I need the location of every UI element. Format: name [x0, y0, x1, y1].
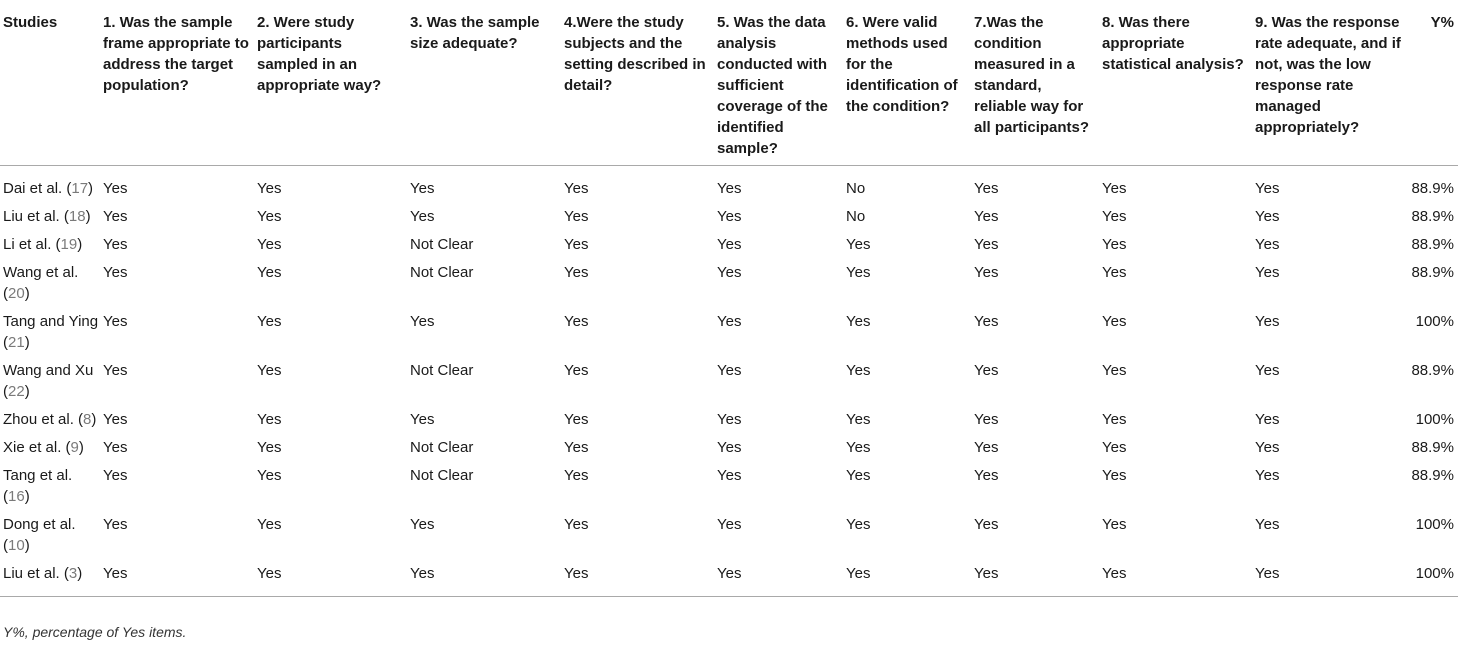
- reference-link[interactable]: 9: [70, 439, 79, 456]
- answer-cell-q3: Not Clear: [410, 362, 474, 379]
- table-row: [0, 462, 1458, 511]
- study-cell: [0, 511, 103, 560]
- answer-cell-q4: Yes: [564, 236, 589, 253]
- reference-link[interactable]: 16: [8, 488, 25, 505]
- answer-cell-q4: Yes: [564, 565, 589, 582]
- reference-link[interactable]: 21: [8, 334, 25, 351]
- study-name: Liu et al. (: [3, 565, 69, 582]
- answer-cell-q9: Yes: [1255, 516, 1280, 533]
- answer-cell-q2: Yes: [257, 236, 282, 253]
- answer-cell-q4: Yes: [564, 180, 589, 197]
- reference-link[interactable]: 8: [83, 411, 92, 428]
- study-cell: [0, 357, 103, 406]
- study-cell: [0, 308, 103, 357]
- answer-cell-q3: Yes: [410, 313, 435, 330]
- study-name: Wang et al. (: [3, 264, 79, 302]
- answer-cell-q1: Yes: [103, 467, 128, 484]
- answer-cell-q7: Yes: [974, 439, 999, 456]
- study-name: Tang et al. (: [3, 467, 73, 505]
- answer-cell-q6: Yes: [846, 467, 871, 484]
- answer-cell-q1: Yes: [103, 516, 128, 533]
- answer-cell-q8: Yes: [1102, 362, 1127, 379]
- study-cell: [0, 259, 103, 308]
- y-percent-cell: 88.9%: [1411, 208, 1454, 225]
- answer-cell-q3: Yes: [410, 208, 435, 225]
- answer-cell-q5: Yes: [717, 411, 742, 428]
- answer-cell-q1: Yes: [103, 180, 128, 197]
- table-row: [0, 259, 1458, 308]
- answer-cell-q3: Not Clear: [410, 236, 474, 253]
- header-q4: 4.Were the study subjects and the setting described in detail?: [564, 14, 706, 94]
- answer-cell-q7: Yes: [974, 180, 999, 197]
- answer-cell-q7: Yes: [974, 362, 999, 379]
- header-q1: 1. Was the sample frame appropriate to address the target population?: [103, 14, 249, 94]
- answer-cell-q2: Yes: [257, 411, 282, 428]
- reference-close: ): [91, 411, 97, 428]
- answer-cell-q1: Yes: [103, 439, 128, 456]
- answer-cell-q3: Yes: [410, 516, 435, 533]
- study-cell: [0, 434, 103, 462]
- answer-cell-q1: Yes: [103, 411, 128, 428]
- answer-cell-q3: Yes: [410, 411, 435, 428]
- answer-cell-q6: Yes: [846, 236, 871, 253]
- y-percent-cell: 100%: [1415, 516, 1454, 533]
- answer-cell-q2: Yes: [257, 516, 282, 533]
- answer-cell-q9: Yes: [1255, 180, 1280, 197]
- answer-cell-q8: Yes: [1102, 467, 1127, 484]
- answer-cell-q4: Yes: [564, 362, 589, 379]
- answer-cell-q4: Yes: [564, 467, 589, 484]
- answer-cell-q9: Yes: [1255, 313, 1280, 330]
- reference-close: ): [78, 439, 84, 456]
- answer-cell-q1: Yes: [103, 313, 128, 330]
- answer-cell-q1: Yes: [103, 208, 128, 225]
- answer-cell-q6: Yes: [846, 313, 871, 330]
- answer-cell-q9: Yes: [1255, 264, 1280, 281]
- header-y-percent: Y%: [1430, 14, 1454, 31]
- table-row: [0, 406, 1458, 434]
- answer-cell-q2: Yes: [257, 313, 282, 330]
- answer-cell-q5: Yes: [717, 236, 742, 253]
- header-row: [0, 5, 1458, 166]
- answer-cell-q4: Yes: [564, 411, 589, 428]
- reference-link[interactable]: 3: [68, 565, 78, 582]
- answer-cell-q8: Yes: [1102, 439, 1127, 456]
- answer-cell-q5: Yes: [717, 516, 742, 533]
- reference-close: ): [77, 565, 83, 582]
- header-studies: Studies: [3, 14, 58, 31]
- answer-cell-q9: Yes: [1255, 208, 1280, 225]
- answer-cell-q4: Yes: [564, 516, 589, 533]
- study-name: Dong et al. (: [3, 516, 76, 554]
- answer-cell-q9: Yes: [1255, 439, 1280, 456]
- answer-cell-q6: No: [846, 180, 866, 197]
- answer-cell-q3: Not Clear: [410, 264, 474, 281]
- reference-link[interactable]: 22: [8, 383, 25, 400]
- table-row: [0, 231, 1458, 259]
- answer-cell-q8: Yes: [1102, 411, 1127, 428]
- answer-cell-q7: Yes: [974, 516, 999, 533]
- answer-cell-q4: Yes: [564, 439, 589, 456]
- reference-link[interactable]: 17: [71, 180, 89, 197]
- answer-cell-q5: Yes: [717, 362, 742, 379]
- answer-cell-q6: Yes: [846, 516, 871, 533]
- answer-cell-q6: Yes: [846, 565, 871, 582]
- reference-close: ): [24, 537, 30, 554]
- answer-cell-q7: Yes: [974, 565, 999, 582]
- y-percent-cell: 88.9%: [1411, 439, 1454, 456]
- study-name: Xie et al. (: [3, 439, 71, 456]
- reference-link[interactable]: 18: [68, 208, 86, 225]
- study-cell: [0, 166, 103, 204]
- answer-cell-q2: Yes: [257, 180, 282, 197]
- answer-cell-q1: Yes: [103, 236, 128, 253]
- table-row: [0, 357, 1458, 406]
- quality-assessment-table: [0, 4, 1458, 597]
- y-percent-cell: 100%: [1415, 313, 1454, 330]
- header-q8: 8. Was there appropriate statistical analysis?: [1102, 14, 1244, 73]
- y-percent-cell: 100%: [1415, 565, 1454, 582]
- answer-cell-q5: Yes: [717, 565, 742, 582]
- y-percent-cell: 88.9%: [1411, 180, 1454, 197]
- answer-cell-q1: Yes: [103, 362, 128, 379]
- reference-close: ): [85, 208, 91, 225]
- answer-cell-q2: Yes: [257, 439, 282, 456]
- study-cell: [0, 462, 103, 511]
- table-row: [0, 166, 1458, 204]
- answer-cell-q8: Yes: [1102, 180, 1127, 197]
- answer-cell-q3: Not Clear: [410, 467, 474, 484]
- answer-cell-q7: Yes: [974, 411, 999, 428]
- table-row: [0, 434, 1458, 462]
- study-cell: [0, 560, 103, 597]
- table-body: [0, 166, 1458, 597]
- reference-link[interactable]: 10: [8, 537, 25, 554]
- answer-cell-q4: Yes: [564, 313, 589, 330]
- answer-cell-q5: Yes: [717, 439, 742, 456]
- answer-cell-q8: Yes: [1102, 236, 1127, 253]
- header-q2: 2. Were study participants sampled in an appropriate way?: [257, 14, 382, 94]
- answer-cell-q1: Yes: [103, 264, 128, 281]
- answer-cell-q6: Yes: [846, 439, 871, 456]
- study-cell: [0, 406, 103, 434]
- header-q6: 6. Were valid methods used for the identification of the condition?: [846, 14, 958, 115]
- answer-cell-q2: Yes: [257, 565, 282, 582]
- answer-cell-q9: Yes: [1255, 362, 1280, 379]
- reference-close: ): [88, 180, 94, 197]
- study-cell: [0, 203, 103, 231]
- answer-cell-q9: Yes: [1255, 467, 1280, 484]
- answer-cell-q1: Yes: [103, 565, 128, 582]
- table-row: [0, 511, 1458, 560]
- y-percent-cell: 88.9%: [1411, 264, 1454, 281]
- answer-cell-q9: Yes: [1255, 411, 1280, 428]
- table-row: [0, 308, 1458, 357]
- answer-cell-q6: Yes: [846, 264, 871, 281]
- answer-cell-q5: Yes: [717, 467, 742, 484]
- answer-cell-q8: Yes: [1102, 313, 1127, 330]
- reference-link[interactable]: 20: [8, 285, 25, 302]
- answer-cell-q9: Yes: [1255, 236, 1280, 253]
- answer-cell-q8: Yes: [1102, 516, 1127, 533]
- answer-cell-q2: Yes: [257, 467, 282, 484]
- answer-cell-q7: Yes: [974, 264, 999, 281]
- answer-cell-q5: Yes: [717, 208, 742, 225]
- answer-cell-q7: Yes: [974, 313, 999, 330]
- study-name: Liu et al. (: [3, 208, 69, 225]
- answer-cell-q2: Yes: [257, 264, 282, 281]
- table-row: [0, 560, 1458, 597]
- answer-cell-q3: Not Clear: [410, 439, 474, 456]
- study-name: Li et al. (: [3, 236, 61, 253]
- reference-close: ): [77, 236, 83, 253]
- header-q5: 5. Was the data analysis conducted with sufficient coverage of the identified sample?: [717, 14, 828, 157]
- y-percent-cell: 88.9%: [1411, 467, 1454, 484]
- answer-cell-q3: Yes: [410, 565, 435, 582]
- answer-cell-q4: Yes: [564, 264, 589, 281]
- answer-cell-q5: Yes: [717, 313, 742, 330]
- study-name: Tang and Ying (: [3, 313, 99, 351]
- table-footnote: Y%, percentage of Yes items.: [3, 624, 187, 640]
- answer-cell-q8: Yes: [1102, 208, 1127, 225]
- answer-cell-q6: Yes: [846, 362, 871, 379]
- answer-cell-q7: Yes: [974, 208, 999, 225]
- reference-close: ): [24, 488, 30, 505]
- y-percent-cell: 100%: [1415, 411, 1454, 428]
- header-q9: 9. Was the response rate adequate, and if not, was the low response rate managed appropriately?: [1255, 14, 1401, 136]
- answer-cell-q3: Yes: [410, 180, 435, 197]
- answer-cell-q2: Yes: [257, 208, 282, 225]
- reference-close: ): [24, 334, 30, 351]
- answer-cell-q5: Yes: [717, 264, 742, 281]
- answer-cell-q8: Yes: [1102, 565, 1127, 582]
- header-q7: 7.Was the condition measured in a standard, reliable way for all participants?: [974, 14, 1090, 136]
- study-name: Dai et al. (: [3, 180, 72, 197]
- answer-cell-q4: Yes: [564, 208, 589, 225]
- reference-close: ): [24, 383, 30, 400]
- study-name: Wang and Xu (: [3, 362, 94, 400]
- reference-link[interactable]: 19: [60, 236, 78, 253]
- reference-close: ): [24, 285, 30, 302]
- study-name: Zhou et al. (: [3, 411, 84, 428]
- answer-cell-q8: Yes: [1102, 264, 1127, 281]
- answer-cell-q6: No: [846, 208, 866, 225]
- answer-cell-q2: Yes: [257, 362, 282, 379]
- table-row: [0, 203, 1458, 231]
- answer-cell-q9: Yes: [1255, 565, 1280, 582]
- answer-cell-q5: Yes: [717, 180, 742, 197]
- y-percent-cell: 88.9%: [1411, 236, 1454, 253]
- answer-cell-q7: Yes: [974, 467, 999, 484]
- answer-cell-q7: Yes: [974, 236, 999, 253]
- study-cell: [0, 231, 103, 259]
- header-q3: 3. Was the sample size adequate?: [410, 14, 540, 52]
- answer-cell-q6: Yes: [846, 411, 871, 428]
- y-percent-cell: 88.9%: [1411, 362, 1454, 379]
